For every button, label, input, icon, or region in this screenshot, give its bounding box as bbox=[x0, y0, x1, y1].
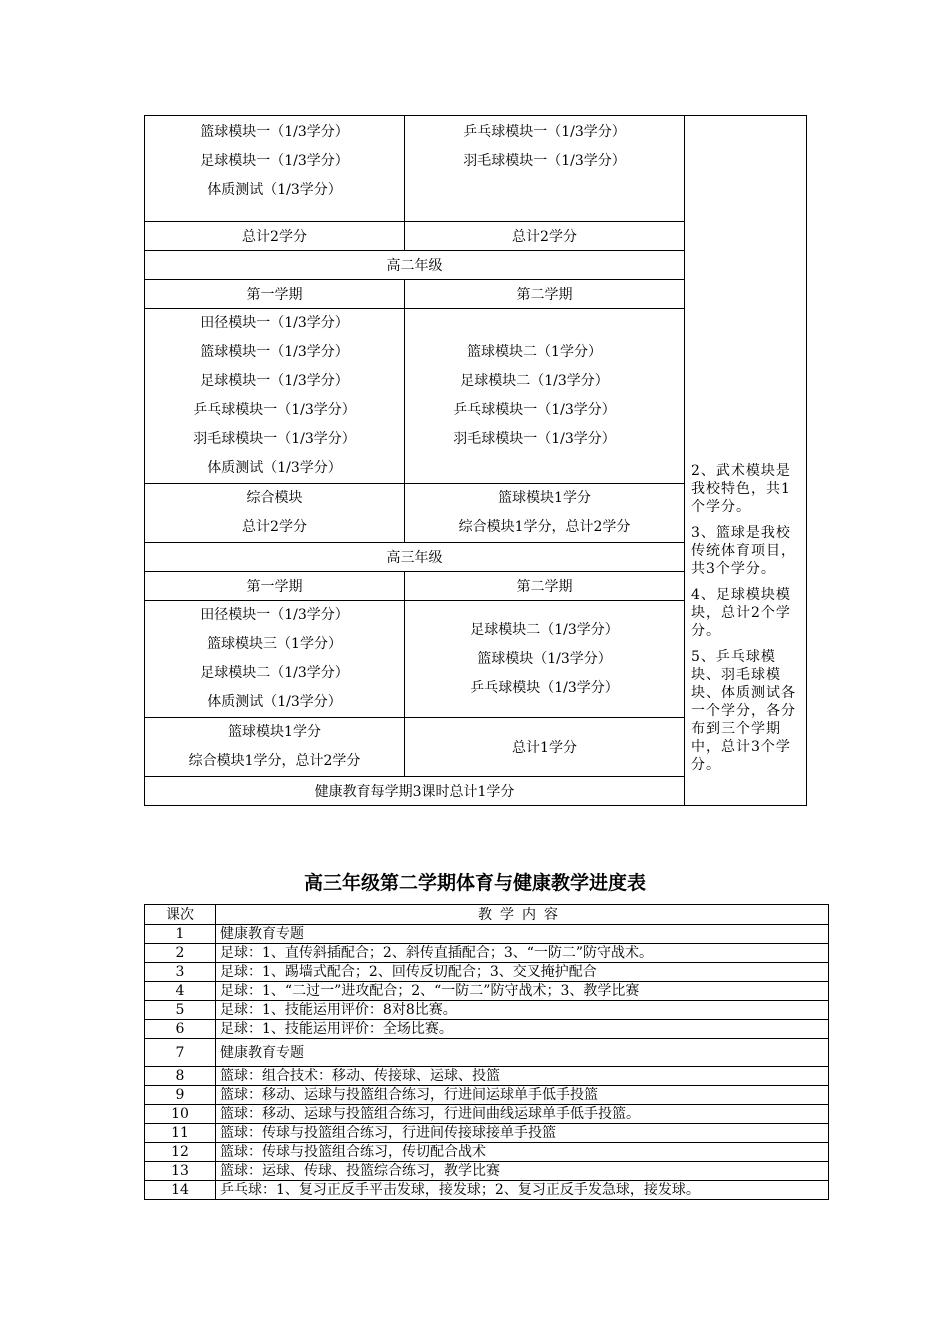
table-row bbox=[145, 1001, 829, 1020]
lesson-number: 6 bbox=[145, 1020, 216, 1039]
content-header: 教学内容 bbox=[216, 905, 829, 925]
table-row bbox=[145, 1020, 829, 1039]
module-item: 体质测试（1/3学分） bbox=[207, 694, 342, 710]
lesson-number: 4 bbox=[145, 982, 216, 1001]
lesson-content: 篮球：运球、传球、投篮综合练习，教学比赛 bbox=[216, 1162, 829, 1181]
lesson-number: 8 bbox=[145, 1067, 216, 1086]
g2-sem2-summary bbox=[405, 484, 685, 543]
table-row bbox=[145, 1181, 829, 1200]
lesson-content: 足球：1、技能运用评价：8对8比赛。 bbox=[216, 1001, 829, 1020]
summary-line: 综合模块1学分，总计2学分 bbox=[458, 519, 631, 535]
module-item: 乒乓球模块一（1/3学分） bbox=[193, 402, 356, 418]
table-row bbox=[145, 963, 829, 982]
module-item: 足球模块一（1/3学分） bbox=[200, 373, 349, 389]
lesson-content: 足球：1、技能运用评价：全场比赛。 bbox=[216, 1020, 829, 1039]
module-item: 羽毛球模块一（1/3学分） bbox=[193, 431, 356, 447]
semester-heading: 第二学期 bbox=[405, 280, 685, 309]
table-row bbox=[145, 1124, 829, 1143]
schedule-title: 高三年级第二学期体育与健康教学进度表 bbox=[303, 872, 646, 894]
module-item: 羽毛球模块一（1/3学分） bbox=[463, 153, 626, 169]
schedule-table bbox=[144, 904, 829, 1200]
table-row bbox=[145, 944, 829, 963]
lesson-number: 13 bbox=[145, 1162, 216, 1181]
lesson-number: 10 bbox=[145, 1105, 216, 1124]
lesson-number: 7 bbox=[145, 1039, 216, 1067]
module-item: 篮球模块（1/3学分） bbox=[477, 650, 612, 667]
table-row bbox=[145, 1086, 829, 1105]
side-note: 3、篮球是我校传统体育项目，共3个学分。 bbox=[691, 525, 796, 577]
health-note: 健康教育每学期3课时总计1学分 bbox=[145, 777, 685, 806]
g3-sem1-cell bbox=[145, 601, 405, 718]
module-item: 篮球模块一（1/3学分） bbox=[200, 124, 349, 140]
module-item: 体质测试（1/3学分） bbox=[207, 182, 342, 198]
summary-line: 篮球模块1学分 bbox=[498, 490, 591, 506]
table-row bbox=[145, 1067, 829, 1086]
side-note: 5、乒乓球模块、羽毛球模块、体质测试各一个学分，各分布到三个学期中，总计3个学分。 bbox=[691, 649, 796, 773]
credit-table bbox=[144, 115, 807, 806]
lesson-content: 篮球：移动、运球与投篮组合练习，行进间曲线运球单手低手投篮。 bbox=[216, 1105, 829, 1124]
g2-sem1-summary bbox=[145, 484, 405, 543]
module-item: 乒乓球模块（1/3学分） bbox=[470, 679, 619, 696]
lesson-number: 12 bbox=[145, 1143, 216, 1162]
grade-heading: 高三年级 bbox=[145, 543, 685, 572]
lesson-number: 9 bbox=[145, 1086, 216, 1105]
table-row bbox=[145, 925, 829, 944]
module-item: 乒乓球模块一（1/3学分） bbox=[463, 124, 626, 140]
table-row bbox=[145, 982, 829, 1001]
lesson-content: 足球：1、“二过一”进攻配合；2、“一防二”防守战术；3、教学比赛 bbox=[216, 982, 829, 1001]
summary-line: 综合模块 bbox=[246, 490, 303, 506]
lesson-content: 篮球：移动、运球与投篮组合练习，行进间运球单手低手投篮 bbox=[216, 1086, 829, 1105]
semester-heading: 第二学期 bbox=[405, 572, 685, 601]
summary-line: 综合模块1学分，总计2学分 bbox=[188, 753, 361, 769]
table-row bbox=[145, 1143, 829, 1162]
g3-sem1-summary bbox=[145, 718, 405, 777]
module-item: 乒乓球模块一（1/3学分） bbox=[453, 402, 616, 418]
lesson-content: 健康教育专题 bbox=[216, 925, 829, 944]
module-item: 田径模块一（1/3学分） bbox=[200, 315, 349, 331]
lesson-number: 11 bbox=[145, 1124, 216, 1143]
g1-sem2-cell bbox=[405, 116, 685, 222]
lesson-number: 5 bbox=[145, 1001, 216, 1020]
lesson-content: 足球：1、直传斜插配合；2、斜传直插配合；3、“一防二”防守战术。 bbox=[216, 944, 829, 963]
module-item: 篮球模块三（1学分） bbox=[207, 636, 342, 652]
g2-sem2-cell bbox=[405, 309, 685, 484]
g2-sem1-cell bbox=[145, 309, 405, 484]
module-item: 足球模块一（1/3学分） bbox=[200, 153, 349, 169]
side-note: 4、足球模块模块，总计2个学分。 bbox=[691, 587, 791, 639]
lesson-content: 篮球：传球与投篮组合练习，行进间传接球接单手投篮 bbox=[216, 1124, 829, 1143]
table-header-row bbox=[145, 905, 829, 925]
total-cell: 总计2学分 bbox=[405, 222, 685, 251]
g3-sem2-cell bbox=[405, 601, 685, 718]
lesson-content: 乒乓球：1、复习正反手平击发球，接发球；2、复习正反手发急球，接发球。 bbox=[216, 1181, 829, 1200]
lesson-content: 健康教育专题 bbox=[216, 1039, 829, 1067]
lesson-number: 14 bbox=[145, 1181, 216, 1200]
table-row bbox=[145, 1162, 829, 1181]
lesson-header: 课次 bbox=[145, 905, 216, 925]
side-note: 2、武术模块是我校特色，共1个学分。 bbox=[691, 463, 791, 515]
module-item: 足球模块二（1/3学分） bbox=[470, 621, 619, 638]
summary-line: 总计2学分 bbox=[242, 519, 307, 535]
side-notes-cell bbox=[685, 116, 807, 806]
module-item: 体质测试（1/3学分） bbox=[207, 460, 342, 476]
summary-line: 篮球模块1学分 bbox=[228, 724, 321, 740]
module-item: 篮球模块一（1/3学分） bbox=[200, 344, 349, 360]
lesson-number: 3 bbox=[145, 963, 216, 982]
module-item: 田径模块一（1/3学分） bbox=[200, 607, 349, 623]
lesson-content: 足球：1、踢墙式配合；2、回传反切配合；3、交叉掩护配合 bbox=[216, 963, 829, 982]
g1-sem1-cell bbox=[145, 116, 405, 222]
semester-heading: 第一学期 bbox=[145, 572, 405, 601]
lesson-content: 篮球：组合技术：移动、传接球、运球、投篮 bbox=[216, 1067, 829, 1086]
module-item: 足球模块二（1/3学分） bbox=[460, 373, 609, 389]
total-cell: 总计2学分 bbox=[145, 222, 405, 251]
grade-heading: 高二年级 bbox=[145, 251, 685, 280]
module-item: 羽毛球模块一（1/3学分） bbox=[453, 431, 616, 447]
lesson-content: 篮球：传球与投篮组合练习，传切配合战术 bbox=[216, 1143, 829, 1162]
lesson-number: 2 bbox=[145, 944, 216, 963]
module-item: 足球模块二（1/3学分） bbox=[200, 665, 349, 681]
lesson-number: 1 bbox=[145, 925, 216, 944]
semester-heading: 第一学期 bbox=[145, 280, 405, 309]
table-row bbox=[145, 1105, 829, 1124]
g3-sem2-summary: 总计1学分 bbox=[405, 718, 685, 777]
table-row bbox=[145, 1039, 829, 1067]
module-item: 篮球模块二（1学分） bbox=[467, 344, 602, 360]
